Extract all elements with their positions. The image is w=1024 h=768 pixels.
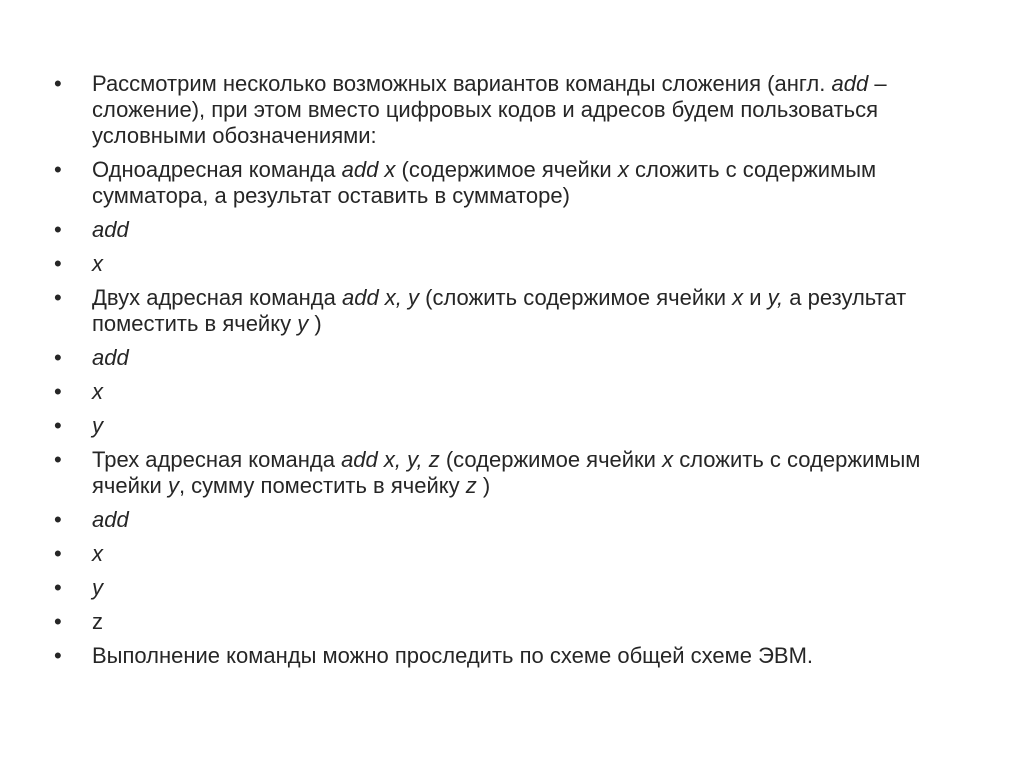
bullet-text: Трех адресная команда bbox=[92, 447, 342, 472]
bullet-text-italic: z bbox=[465, 473, 477, 498]
bullet-dot-icon: • bbox=[54, 507, 62, 532]
bullet-text-italic: x bbox=[732, 285, 744, 310]
bullet-text-italic: add bbox=[92, 345, 129, 370]
bullet-item bbox=[54, 251, 974, 277]
bullet-dot-icon: • bbox=[54, 285, 62, 310]
bullet-item bbox=[54, 609, 974, 635]
bullet-dot-icon: • bbox=[54, 345, 62, 370]
bullet-text-italic: y bbox=[92, 413, 103, 438]
bullet-text-italic: y, bbox=[767, 285, 784, 310]
bullet-text: Рассмотрим несколько возможных вариантов команды сложения (англ. bbox=[92, 71, 832, 96]
bullet-text-italic: add bbox=[831, 71, 869, 96]
bullet-text-italic: x bbox=[662, 447, 674, 472]
bullet-dot-icon: • bbox=[54, 217, 62, 242]
bullet-text: z bbox=[92, 609, 103, 634]
bullet-item bbox=[54, 575, 974, 601]
bullet-text-italic: y bbox=[92, 575, 103, 600]
bullet-item bbox=[54, 345, 974, 371]
bullet-item bbox=[54, 643, 974, 669]
bullet-text-italic: add x bbox=[341, 157, 396, 182]
bullet-text: – сложение), при этом вместо цифровых кодов и адресов будем пользоваться условными обозначениями: bbox=[92, 71, 887, 148]
bullet-item bbox=[54, 157, 974, 209]
bullet-text: Одноадресная команда bbox=[92, 157, 342, 182]
bullet-item bbox=[54, 217, 974, 243]
bullet-text-italic: add bbox=[92, 507, 129, 532]
bullet-text-italic: y bbox=[297, 311, 309, 336]
bullet-text: ) bbox=[476, 473, 491, 498]
bullet-text-italic: x bbox=[617, 157, 629, 182]
bullet-dot-icon: • bbox=[54, 251, 62, 276]
bullet-text-italic: x bbox=[92, 379, 103, 404]
bullet-text: ) bbox=[308, 311, 322, 336]
bullet-text-italic: x bbox=[92, 541, 103, 566]
bullet-dot-icon: • bbox=[54, 379, 62, 404]
bullet-text: Двух адресная команда bbox=[92, 285, 342, 310]
bullet-item bbox=[54, 447, 974, 499]
bullet-text-italic: add bbox=[92, 217, 129, 242]
bullet-dot-icon: • bbox=[54, 157, 62, 182]
bullet-text: сложить с содержимым ячейки bbox=[92, 447, 921, 498]
bullet-item bbox=[54, 379, 974, 405]
bullet-dot-icon: • bbox=[54, 413, 62, 438]
bullet-dot-icon: • bbox=[54, 643, 62, 668]
bullet-dot-icon: • bbox=[54, 609, 62, 634]
bullet-text: Выполнение команды можно проследить по схеме общей схеме ЭВМ. bbox=[92, 643, 814, 668]
bullet-item bbox=[54, 285, 974, 337]
bullet-list bbox=[54, 71, 974, 677]
bullet-text-italic: add x, y, z bbox=[341, 447, 440, 472]
bullet-dot-icon: • bbox=[54, 71, 62, 96]
bullet-text: , сумму поместить в ячейку bbox=[178, 473, 466, 498]
bullet-item bbox=[54, 71, 974, 149]
bullet-text: (сложить содержимое ячейки bbox=[419, 285, 733, 310]
bullet-text: и bbox=[743, 285, 768, 310]
bullet-item bbox=[54, 413, 974, 439]
bullet-item bbox=[54, 541, 974, 567]
bullet-dot-icon: • bbox=[54, 575, 62, 600]
bullet-text-italic: y bbox=[167, 473, 179, 498]
bullet-text: (содержимое ячейки bbox=[439, 447, 663, 472]
bullet-text: (содержимое ячейки bbox=[395, 157, 618, 182]
bullet-item bbox=[54, 507, 974, 533]
bullet-text: сложить с содержимым сумматора, а результат оставить в сумматоре) bbox=[92, 157, 877, 208]
bullet-text-italic: add x, y bbox=[341, 285, 420, 310]
bullet-dot-icon: • bbox=[54, 447, 62, 472]
bullet-text-italic: x bbox=[92, 251, 103, 276]
bullet-text: а результат поместить в ячейку bbox=[92, 285, 907, 336]
bullet-dot-icon: • bbox=[54, 541, 62, 566]
